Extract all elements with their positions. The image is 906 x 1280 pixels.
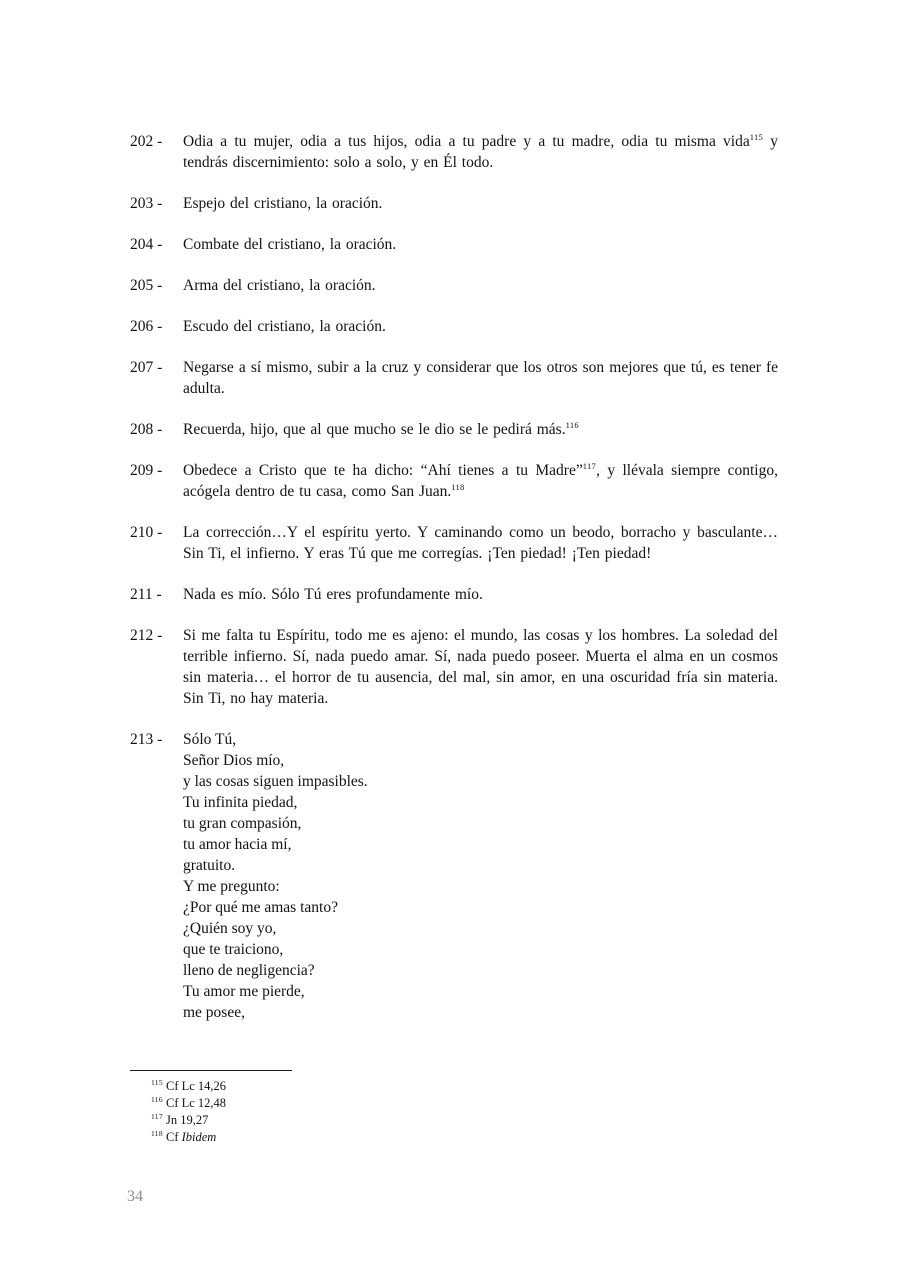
item-number: 206 - (130, 318, 163, 335)
numbered-item-212 (130, 625, 778, 709)
poem-line: Señor Dios mío, (183, 752, 285, 769)
italic-text: Ibidem (181, 1130, 217, 1144)
numbered-item-210 (130, 522, 778, 564)
numbered-item-207 (130, 357, 778, 399)
poem-line: que te traiciono, (183, 941, 284, 958)
item-text: Escudo del cristiano, la oración. (183, 318, 386, 335)
footnote-marker: 117 (151, 1111, 163, 1121)
numbered-item-209 (130, 460, 778, 502)
item-number: 203 - (130, 195, 163, 212)
footnote-list (130, 1078, 778, 1146)
item-number: 204 - (130, 236, 163, 253)
footnotes-section (130, 1070, 778, 1146)
footnote-118: $^{118}$ Cf Ibidem (151, 1128, 217, 1144)
numbered-item-208 (130, 419, 778, 440)
page-number: 34 (127, 1188, 143, 1205)
item-number: 209 - (130, 462, 163, 479)
poem-line: Sólo Tú, (183, 731, 237, 748)
poem-line: Tu amor me pierde, (183, 983, 305, 1000)
item-text: Obedece a Cristo que te ha dicho: “Ahí tienes a tu Madre”$^{117}$, y llévala siempre contigo, acógela dentro de tu casa, como San Juan.$^{118}$ (183, 460, 778, 500)
item-number: 205 - (130, 277, 163, 294)
item-number: 210 - (130, 524, 163, 541)
item-text: La corrección…Y el espíritu yerto. Y caminando como un beodo, borracho y basculante… Sin Ti, el infierno. Y eras Tú que me corregías. ¡Ten piedad! ¡Ten piedad! (183, 524, 778, 562)
poem-line: ¿Por qué me amas tanto? (183, 899, 338, 916)
item-text: Espejo del cristiano, la oración. (183, 195, 383, 212)
footnote-reference: 115 (749, 131, 764, 142)
poem-line: gratuito. (183, 857, 236, 874)
item-text: Nada es mío. Sólo Tú eres profundamente mío. (183, 586, 483, 603)
item-text: Arma del cristiano, la oración. (183, 277, 376, 294)
poem-line: lleno de negligencia? (183, 962, 315, 979)
poem-line: ¿Quién soy yo, (183, 920, 277, 937)
poem-line: y las cosas siguen impasibles. (183, 773, 368, 790)
item-number: 202 - (130, 133, 163, 150)
item-text: Recuerda, hijo, que al que mucho se le dio se le pedirá más.$^{116}$ (183, 419, 579, 438)
footnote-separator-rule (130, 1070, 292, 1071)
poem-line: me posee, (183, 1004, 245, 1021)
footnote-reference: 116 (565, 419, 579, 430)
item-number: 207 - (130, 359, 163, 376)
numbered-item-205 (130, 275, 778, 296)
poem-line: Y me pregunto: (183, 878, 280, 895)
footnote-reference: 118 (451, 481, 465, 492)
poem-line: tu amor hacia mí, (183, 836, 292, 853)
numbered-item-211 (130, 584, 778, 605)
item-text: Si me falta tu Espíritu, todo me es ajeno: el mundo, las cosas y los hombres. La soledad del terrible infierno. Sí, nada puedo amar. Sí, nada puedo poseer. Muerta el alma en un cosmos sin materia… el horror de tu ausencia, del mal, sin amor, en una oscuridad fría sin materia. Sin Ti, no hay materia. (183, 627, 778, 707)
numbered-item-203 (130, 193, 778, 214)
numbered-item-206 (130, 316, 778, 337)
item-text (183, 729, 778, 1023)
item-number: 212 - (130, 627, 163, 644)
footnote-marker: 115 (151, 1077, 163, 1087)
footnote-marker: 118 (151, 1128, 163, 1138)
item-number: 211 - (130, 586, 162, 603)
numbered-item-213 (130, 729, 778, 1023)
footnote-marker: 116 (151, 1094, 163, 1104)
footnote-reference: 117 (582, 460, 597, 471)
footnote-115: $^{115}$ Cf Lc 14,26 (151, 1077, 227, 1093)
item-text: Combate del cristiano, la oración. (183, 236, 397, 253)
item-text: Odia a tu mujer, odia a tus hijos, odia a tu padre y a tu madre, odia tu misma vida$^{115}$ y tendrás discernimiento: solo a solo, y en Él todo. (183, 131, 778, 171)
poem-line: Tu infinita piedad, (183, 794, 298, 811)
item-number: 213 - (130, 731, 163, 748)
numbered-item-204 (130, 234, 778, 255)
footnote-117: $^{117}$ Jn 19,27 (151, 1111, 209, 1127)
body-text (130, 131, 778, 1043)
poem-line: tu gran compasión, (183, 815, 302, 832)
footnote-116: $^{116}$ Cf Lc 12,48 (151, 1094, 227, 1110)
numbered-item-202 (130, 131, 778, 173)
item-text: Negarse a sí mismo, subir a la cruz y considerar que los otros son mejores que tú, es tener fe adulta. (183, 359, 778, 397)
item-number: 208 - (130, 421, 163, 438)
numbered-paragraph-list (130, 131, 778, 1023)
